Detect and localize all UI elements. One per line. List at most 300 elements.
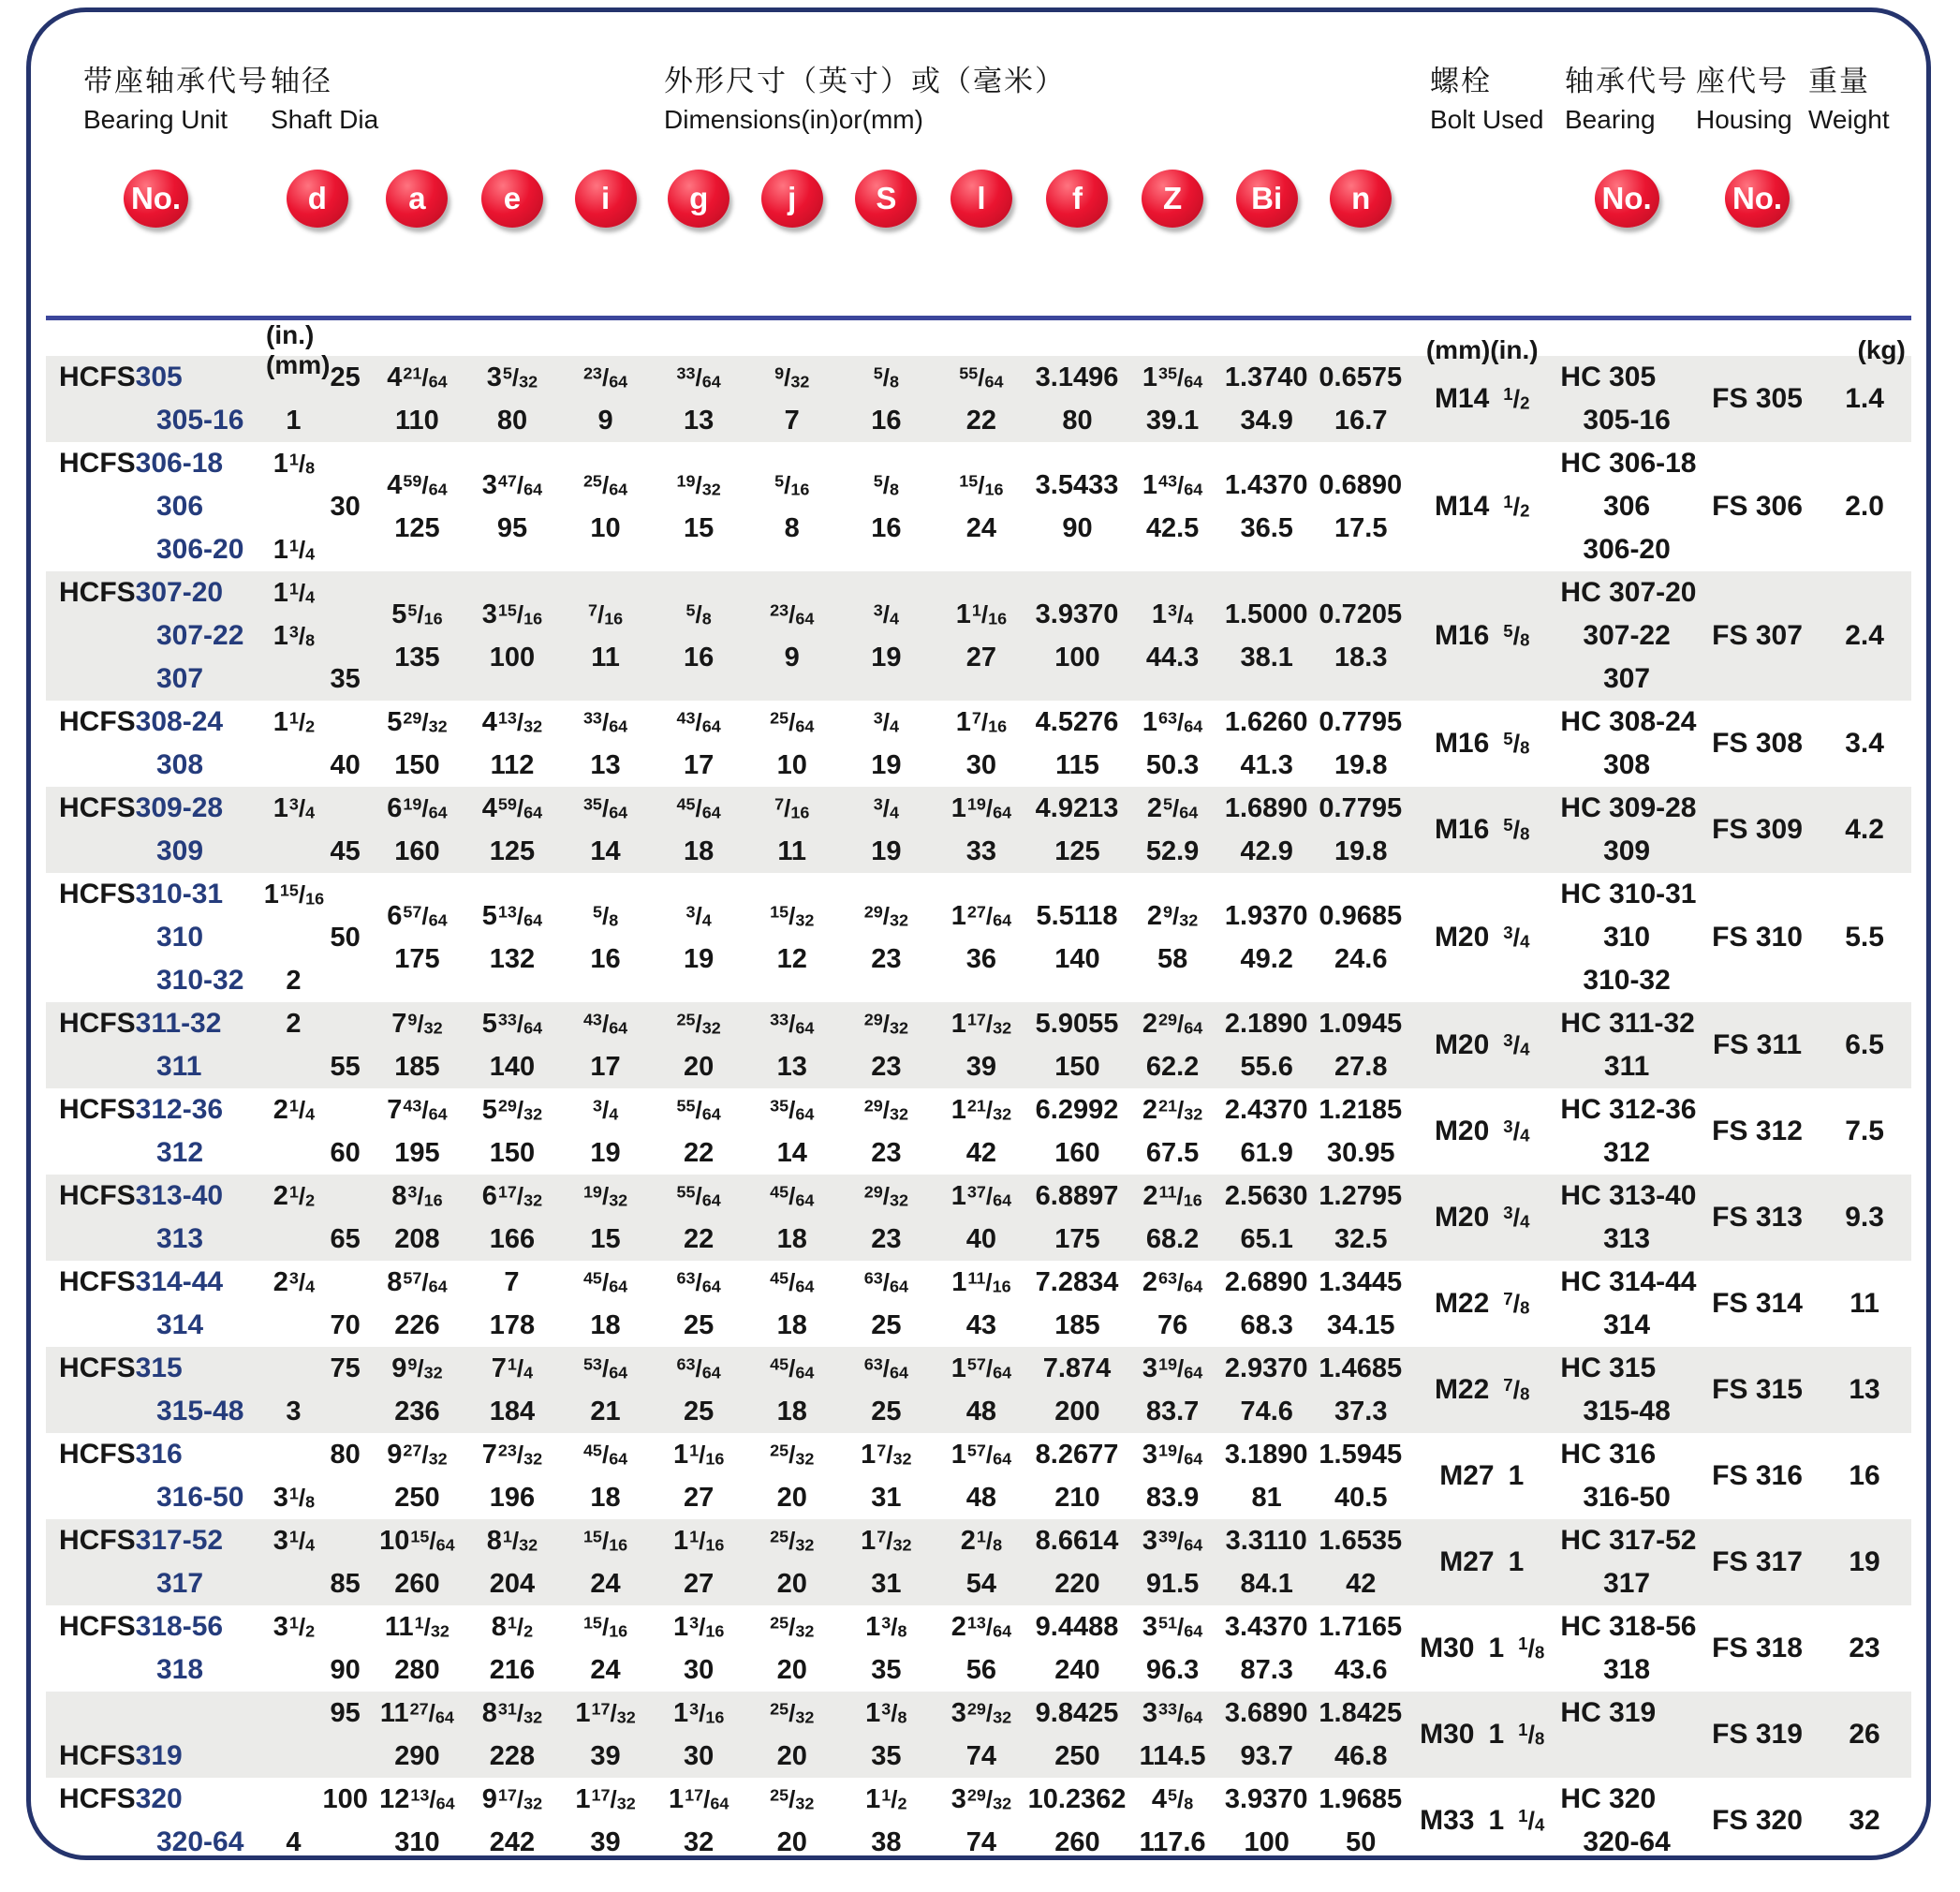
dim-g-inch: $^{45}/_{64}$ <box>676 793 721 822</box>
bearing-number-line: 312 <box>1603 1137 1651 1168</box>
dim-n-inch: 1.5945 <box>1319 1439 1403 1470</box>
shaft-dia-mm-value: 45 <box>330 835 361 866</box>
designation-line <box>46 1304 369 1347</box>
designation-line <box>46 1692 369 1735</box>
dim-Z-mm: 44.3 <box>1145 642 1200 673</box>
designation-code: 310-32 <box>156 965 244 996</box>
dim-g-mm: 30 <box>684 1740 715 1771</box>
badge-cell <box>1029 168 1127 229</box>
dim-g-mm: 16 <box>684 642 715 673</box>
designation-prefix: HCFS <box>59 1180 136 1211</box>
designation-line <box>46 744 369 787</box>
bearing-unit-number <box>46 959 266 1002</box>
designation-line <box>46 701 369 744</box>
dim-S-mm: 16 <box>871 405 902 436</box>
dim-a-inch: 6 $^{19}/_{64}$ <box>387 792 448 823</box>
column-badge-g: g <box>668 170 729 228</box>
shaft-dia-mm-value: 40 <box>330 749 361 780</box>
dim-Bi-inch: 1.9370 <box>1224 900 1308 931</box>
header-housing <box>1696 57 1792 135</box>
dim-e-inch: 7 $^{23}/_{32}$ <box>481 1439 543 1470</box>
shaft-dia-in-value: 2 $^1/_4$ <box>273 1094 316 1125</box>
designation-code: 312-36 <box>135 1094 224 1125</box>
header-bearing-unit-en: Bearing Unit <box>83 105 228 134</box>
dim-S-mm: 25 <box>871 1309 902 1340</box>
shaft-dia-mm-value <box>322 1476 369 1519</box>
dim-Bi-mm: 42.9 <box>1240 835 1293 866</box>
dim-cell-n <box>1314 1347 1407 1433</box>
dim-l-mm: 40 <box>965 1223 997 1254</box>
designation-prefix: HCFS <box>59 1094 136 1125</box>
dim-f-mm: 175 <box>1054 1223 1100 1254</box>
dim-cell-n <box>1314 356 1407 442</box>
bolt-used-value: M30 1 $^1/_8$ <box>1420 1719 1545 1750</box>
bolt-units-label: (mm)(in.) <box>1425 335 1539 364</box>
dim-g-mm: 15 <box>684 512 715 543</box>
header-shaft-dia-en: Shaft Dia <box>271 105 379 134</box>
dim-cell-g <box>652 1175 745 1261</box>
dim-S-inch: 1 $^7/_{32}$ <box>861 1439 912 1470</box>
dim-i-mm: 19 <box>590 1137 621 1168</box>
dim-l-inch: 1 $^{17}/_{32}$ <box>951 1008 1012 1039</box>
dim-Bi-inch: 2.1890 <box>1224 1008 1308 1039</box>
dim-Z-inch: 3 $^{19}/_{64}$ <box>1142 1352 1203 1383</box>
bearing-number-block <box>1556 1002 1696 1088</box>
dim-cell-S <box>839 1605 935 1692</box>
dim-g-inch: $^{63}/_{64}$ <box>676 1267 721 1296</box>
dim-cell-l <box>934 1692 1029 1778</box>
dim-a-inch: 8 $^3/_{16}$ <box>391 1180 443 1211</box>
dim-S-mm: 31 <box>871 1482 902 1513</box>
designation-line <box>46 1476 369 1519</box>
dim-cell-a <box>369 1778 466 1860</box>
bearing-unit-number <box>46 830 266 873</box>
dim-a-mm: 110 <box>394 405 439 436</box>
dim-cell-e <box>465 1175 559 1261</box>
dim-n-inch: 0.7795 <box>1319 792 1403 823</box>
designation-code: 314-44 <box>135 1266 224 1297</box>
dim-cell-Z <box>1126 356 1219 442</box>
bearing-unit-number <box>46 442 266 485</box>
dim-i-inch: $^{35}/_{64}$ <box>582 793 628 822</box>
dim-cell-l <box>934 1778 1029 1860</box>
dim-g-mm: 30 <box>684 1654 715 1685</box>
dim-l-inch: 1 $^1/_{16}$ <box>955 599 1008 629</box>
designation-block <box>46 1002 369 1088</box>
dim-j-mm: 20 <box>776 1826 807 1857</box>
shaft-dia-mm-value <box>322 873 369 916</box>
bolt-used-value: M22 $^7/_8$ <box>1434 1374 1530 1405</box>
dim-cell-f <box>1029 701 1127 787</box>
dim-cell-l <box>934 1261 1029 1347</box>
dim-g-inch: $^{43}/_{64}$ <box>676 707 721 736</box>
dim-l-inch: 2 $^{13}/_{64}$ <box>951 1611 1012 1642</box>
dim-a-inch: 7 $^{43}/_{64}$ <box>387 1094 448 1125</box>
badge-cell <box>934 168 1029 229</box>
bearing-unit-number <box>46 1519 266 1562</box>
dim-g-mm: 25 <box>684 1309 715 1340</box>
column-badge-d: d <box>287 170 348 228</box>
dim-j-mm: 12 <box>776 943 807 974</box>
shaft-dia-in-value: 1 $^3/_8$ <box>273 620 316 651</box>
dim-l-inch: 1 $^{57}/_{64}$ <box>951 1439 1012 1470</box>
weight-value: 5.5 <box>1845 922 1884 953</box>
shaft-dia-in-value: 1 $^3/_4$ <box>273 792 316 823</box>
dim-a-inch: 7 $^9/_{32}$ <box>391 1008 443 1039</box>
bearing-unit-number <box>46 1562 266 1605</box>
dim-cell-e <box>465 1347 559 1433</box>
dim-cell-a <box>369 356 466 442</box>
shaft-dia-in-value: 4 <box>286 1826 302 1857</box>
bearing-number-line: HC 317-52 <box>1560 1525 1697 1556</box>
dim-n-inch: 0.7795 <box>1319 706 1403 737</box>
designation-prefix: HCFS <box>59 1611 136 1642</box>
bearing-number-line: HC 312-36 <box>1560 1094 1697 1125</box>
dim-cell-Bi <box>1219 1261 1315 1347</box>
dim-cell-S <box>839 442 935 571</box>
dim-cell-S <box>839 1002 935 1088</box>
dim-f-inch: 8.2677 <box>1035 1439 1119 1470</box>
dim-n-mm: 32.5 <box>1334 1223 1388 1254</box>
dim-Bi-inch: 3.9370 <box>1224 1783 1308 1814</box>
bearing-unit-number <box>46 485 266 528</box>
header-bearing-unit <box>83 57 269 135</box>
dim-i-mm: 21 <box>590 1396 621 1426</box>
dim-cell-i <box>559 1088 653 1175</box>
dim-a-inch: 11 $^1/_{32}$ <box>384 1611 449 1642</box>
dim-cell-a <box>369 701 466 787</box>
designation-code: 307 <box>156 663 204 694</box>
bearing-unit-number <box>46 1778 266 1821</box>
dim-S-mm: 31 <box>871 1568 902 1599</box>
dim-j-inch: $^{25}/_{32}$ <box>770 1612 815 1641</box>
dim-Z-inch: 2 $^{11}/_{16}$ <box>1142 1180 1202 1211</box>
bearing-number-line <box>1556 1735 1696 1778</box>
dim-l-inch: 3 $^{29}/_{32}$ <box>951 1783 1012 1814</box>
shaft-dia-mm-value <box>322 787 369 830</box>
dim-cell-f <box>1029 873 1127 1002</box>
dim-a-inch: 10 $^{15}/_{64}$ <box>379 1525 455 1556</box>
designation-code: 313 <box>156 1223 204 1254</box>
bearing-unit-number <box>46 1045 266 1088</box>
shaft-dia-in-value <box>266 1304 322 1347</box>
dim-Z-inch: 1 $^{43}/_{64}$ <box>1142 469 1203 500</box>
dim-a-mm: 185 <box>394 1051 440 1082</box>
dim-l-inch: 1 $^{57}/_{64}$ <box>951 1352 1012 1383</box>
dim-cell-n <box>1314 1175 1407 1261</box>
bearing-number-line: HC 307-20 <box>1560 577 1697 608</box>
dim-S-inch: $^{63}/_{64}$ <box>863 1267 908 1296</box>
dim-i-mm: 11 <box>591 642 620 673</box>
dim-n-inch: 1.0945 <box>1319 1008 1403 1039</box>
designation-block <box>46 571 369 701</box>
weight-value: 1.4 <box>1845 383 1884 414</box>
dim-j-mm: 10 <box>776 749 807 780</box>
dim-e-mm: 80 <box>496 405 528 436</box>
designation-line <box>46 1778 369 1821</box>
dim-j-inch: $^{45}/_{64}$ <box>770 1267 815 1296</box>
weight-units-label: (kg) <box>1857 335 1906 364</box>
dim-e-mm: 100 <box>489 642 536 673</box>
dim-f-mm: 220 <box>1054 1568 1100 1599</box>
designation-line <box>46 356 369 399</box>
dim-S-mm: 23 <box>871 943 902 974</box>
dim-cell-n <box>1314 1692 1407 1778</box>
dim-Z-mm: 62.2 <box>1145 1051 1200 1082</box>
dim-cell-i <box>559 1433 653 1519</box>
dim-Z-mm: 52.9 <box>1145 835 1200 866</box>
dim-l-mm: 30 <box>965 749 997 780</box>
shaft-dia-in-value <box>266 1433 322 1476</box>
dim-i-mm: 39 <box>590 1740 621 1771</box>
header-weight-en: Weight <box>1808 105 1890 134</box>
designation-line <box>46 1735 369 1778</box>
designation-line <box>46 1002 369 1045</box>
dim-Z-inch: 3 $^{39}/_{64}$ <box>1142 1525 1203 1556</box>
dim-Bi-mm: 38.1 <box>1240 642 1293 673</box>
dim-j-inch: $^{25}/_{32}$ <box>770 1784 815 1813</box>
dim-g-inch: 1 $^3/_{16}$ <box>672 1611 725 1642</box>
dim-cell-e <box>465 356 559 442</box>
dim-cell-g <box>652 1778 745 1860</box>
dim-n-mm: 42 <box>1346 1568 1377 1599</box>
dim-cell-n <box>1314 787 1407 873</box>
bearing-number-line: 313 <box>1603 1223 1651 1254</box>
bearing-number-block <box>1556 1778 1696 1860</box>
dim-n-inch: 1.8425 <box>1319 1697 1403 1728</box>
dim-l-mm: 39 <box>965 1051 997 1082</box>
dim-S-inch: $^3/_4$ <box>873 707 899 736</box>
designation-block <box>46 442 369 571</box>
dim-cell-a <box>369 1433 466 1519</box>
dim-S-inch: $^{29}/_{32}$ <box>863 1095 908 1124</box>
designation-code: 306-18 <box>135 448 224 479</box>
dim-j-mm: 11 <box>777 835 807 866</box>
bearing-number-block <box>1556 1692 1696 1778</box>
shaft-dia-in-value <box>266 485 322 528</box>
bearing-unit-number <box>46 873 266 916</box>
dim-n-inch: 1.9685 <box>1319 1783 1403 1814</box>
dim-f-mm: 140 <box>1054 943 1100 974</box>
dim-i-inch: $^{45}/_{64}$ <box>582 1440 628 1469</box>
designation-code: 318 <box>156 1654 204 1685</box>
dim-j-mm: 18 <box>776 1223 807 1254</box>
dim-n-inch: 1.4685 <box>1319 1352 1403 1383</box>
dim-cell-Z <box>1126 1692 1219 1778</box>
housing-number-value: FS 306 <box>1712 491 1803 522</box>
housing-number-value: FS 311 <box>1712 1029 1803 1060</box>
dim-cell-S <box>839 1175 935 1261</box>
badge-cell <box>1556 168 1696 229</box>
dim-a-inch: 5 $^{29}/_{32}$ <box>387 706 448 737</box>
dim-Bi-mm: 61.9 <box>1240 1137 1293 1168</box>
designation-line <box>46 485 369 528</box>
dim-Bi-mm: 36.5 <box>1240 512 1293 543</box>
badge-cell <box>745 168 839 229</box>
dim-f-mm: 260 <box>1054 1826 1100 1857</box>
bearing-group-row <box>46 1692 1911 1778</box>
dim-i-mm: 10 <box>590 512 621 543</box>
dim-f-inch: 7.874 <box>1042 1352 1112 1383</box>
dim-Z-mm: 117.6 <box>1139 1826 1206 1857</box>
bolt-used-value: M20 $^3/_4$ <box>1434 1116 1530 1146</box>
dim-Bi-mm: 68.3 <box>1240 1309 1293 1340</box>
designation-code: 315 <box>135 1352 183 1383</box>
designation-block <box>46 701 369 787</box>
dim-cell-j <box>745 1175 839 1261</box>
housing-number-value: FS 307 <box>1712 620 1803 651</box>
dim-cell-S <box>839 1778 935 1860</box>
dim-Bi-inch: 1.5000 <box>1224 599 1308 629</box>
dim-cell-f <box>1029 1261 1127 1347</box>
designation-prefix: HCFS <box>59 706 136 737</box>
dim-cell-n <box>1314 442 1407 571</box>
dim-cell-S <box>839 356 935 442</box>
dim-cell-j <box>745 873 839 1002</box>
bearing-number-line: 309 <box>1603 835 1651 866</box>
dim-cell-a <box>369 1088 466 1175</box>
dim-S-inch: $^{63}/_{64}$ <box>863 1353 908 1382</box>
bearing-number-block <box>1556 1261 1696 1347</box>
dim-Z-inch: 2 $^9/_{32}$ <box>1146 900 1199 931</box>
shaft-dia-mm-value <box>322 1390 369 1433</box>
designation-code: 315-48 <box>156 1396 244 1426</box>
dim-e-mm: 112 <box>490 749 535 780</box>
dim-n-inch: 0.9685 <box>1319 900 1403 931</box>
dim-i-inch: $^{33}/_{64}$ <box>582 707 628 736</box>
designation-line <box>46 787 369 830</box>
dim-S-inch: $^5/_8$ <box>873 470 899 499</box>
dim-e-mm: 242 <box>489 1826 536 1857</box>
dim-cell-g <box>652 442 745 571</box>
dim-n-mm: 18.3 <box>1334 642 1388 673</box>
bearing-number-block <box>1556 701 1696 787</box>
dim-i-mm: 15 <box>590 1223 621 1254</box>
badge-cell <box>559 168 653 229</box>
dim-Bi-inch: 1.6890 <box>1224 792 1308 823</box>
dim-i-inch: $^{15}/_{16}$ <box>582 1526 628 1555</box>
designation-code: 318-56 <box>135 1611 224 1642</box>
dim-f-mm: 125 <box>1054 835 1100 866</box>
bearing-unit-number <box>46 1433 266 1476</box>
dim-l-mm: 56 <box>965 1654 997 1685</box>
dim-cell-g <box>652 1433 745 1519</box>
shaft-dia-mm-value: 35 <box>330 663 361 694</box>
dim-cell-Z <box>1126 1433 1219 1519</box>
bearing-group-row <box>46 1778 1911 1860</box>
dim-S-inch: $^{29}/_{32}$ <box>863 901 908 930</box>
dim-e-inch: 8 $^1/_2$ <box>491 1611 534 1642</box>
dim-a-inch: 9 $^9/_{32}$ <box>391 1352 443 1383</box>
dim-f-inch: 3.5433 <box>1035 469 1119 500</box>
dim-g-mm: 13 <box>684 405 715 436</box>
bearing-number-block <box>1556 571 1696 701</box>
dim-l-inch: 1 $^{21}/_{32}$ <box>951 1094 1012 1125</box>
designation-block <box>46 1519 369 1605</box>
bearing-group-row <box>46 1002 1911 1088</box>
designation-code: 307-22 <box>156 620 244 651</box>
shaft-dia-mm-value: 50 <box>330 922 361 953</box>
dim-Bi-mm: 87.3 <box>1240 1654 1293 1685</box>
dim-f-inch: 7.2834 <box>1035 1266 1119 1297</box>
dim-n-mm: 40.5 <box>1334 1482 1388 1513</box>
shaft-dia-mm-value <box>322 1175 369 1218</box>
designation-code: 312 <box>156 1137 204 1168</box>
bearing-unit-number <box>46 744 266 787</box>
dim-cell-j <box>745 571 839 701</box>
dim-Z-inch: 2 $^5/_{64}$ <box>1146 792 1199 823</box>
dim-n-inch: 0.6575 <box>1319 362 1403 392</box>
dim-a-mm: 280 <box>394 1654 440 1685</box>
dim-a-mm: 310 <box>394 1826 440 1857</box>
dim-j-mm: 20 <box>776 1482 807 1513</box>
dim-cell-a <box>369 1519 466 1605</box>
dim-Z-mm: 42.5 <box>1145 512 1200 543</box>
dim-S-mm: 35 <box>871 1740 902 1771</box>
designation-code: 310 <box>156 922 204 953</box>
weight-value: 2.4 <box>1845 620 1884 651</box>
designation-code: 311-32 <box>135 1008 222 1039</box>
dim-cell-e <box>465 1261 559 1347</box>
dim-i-mm: 18 <box>590 1309 621 1340</box>
dim-n-mm: 16.7 <box>1334 405 1388 436</box>
dim-cell-j <box>745 701 839 787</box>
shaft-dia-mm-value: 85 <box>330 1568 361 1599</box>
bearing-number-line: 314 <box>1603 1309 1651 1340</box>
bearing-number-line: 310 <box>1603 922 1651 953</box>
dim-cell-e <box>465 1605 559 1692</box>
bearing-unit-number <box>46 1692 266 1735</box>
designation-code: 316-50 <box>156 1482 244 1513</box>
dim-Bi-inch: 3.1890 <box>1224 1439 1308 1470</box>
designation-code: 320 <box>135 1783 183 1814</box>
designation-block <box>46 1088 369 1175</box>
dim-cell-f <box>1029 571 1127 701</box>
dim-cell-i <box>559 1519 653 1605</box>
dim-n-mm: 37.3 <box>1334 1396 1388 1426</box>
dim-Z-inch: 1 $^{63}/_{64}$ <box>1142 706 1203 737</box>
dim-Z-inch: 3 $^{33}/_{64}$ <box>1142 1697 1203 1728</box>
dim-a-inch: 5 $^5/_{16}$ <box>391 599 443 629</box>
dim-S-mm: 16 <box>871 512 902 543</box>
dim-cell-i <box>559 1778 653 1860</box>
dim-f-inch: 6.8897 <box>1035 1180 1119 1211</box>
dim-j-inch: $^{25}/_{64}$ <box>770 707 815 736</box>
dim-f-inch: 3.1496 <box>1035 362 1119 392</box>
dim-cell-g <box>652 1261 745 1347</box>
column-badge-a: a <box>386 170 448 228</box>
header-bearing-en: Bearing <box>1565 105 1656 134</box>
dim-cell-a <box>369 1175 466 1261</box>
dim-S-mm: 19 <box>871 835 902 866</box>
shaft-dia-mm-value: 60 <box>330 1137 361 1168</box>
dim-n-mm: 24.6 <box>1334 943 1388 974</box>
dim-cell-Z <box>1126 787 1219 873</box>
dim-cell-Bi <box>1219 1519 1315 1605</box>
bearing-number-line: 320-64 <box>1583 1826 1671 1857</box>
designation-line <box>46 830 369 873</box>
dim-n-inch: 1.6535 <box>1319 1525 1403 1556</box>
dim-i-inch: $^{25}/_{64}$ <box>582 470 628 499</box>
weight-value: 19 <box>1849 1546 1880 1577</box>
dim-a-mm: 125 <box>394 512 440 543</box>
dim-cell-a <box>369 1002 466 1088</box>
bolt-used-value: M20 $^3/_4$ <box>1434 922 1530 953</box>
dim-cell-l <box>934 1605 1029 1692</box>
designation-code: 320-64 <box>156 1826 244 1857</box>
dim-cell-j <box>745 1519 839 1605</box>
shaft-dia-in-value: 1 $^{15}/_{16}$ <box>263 879 325 909</box>
